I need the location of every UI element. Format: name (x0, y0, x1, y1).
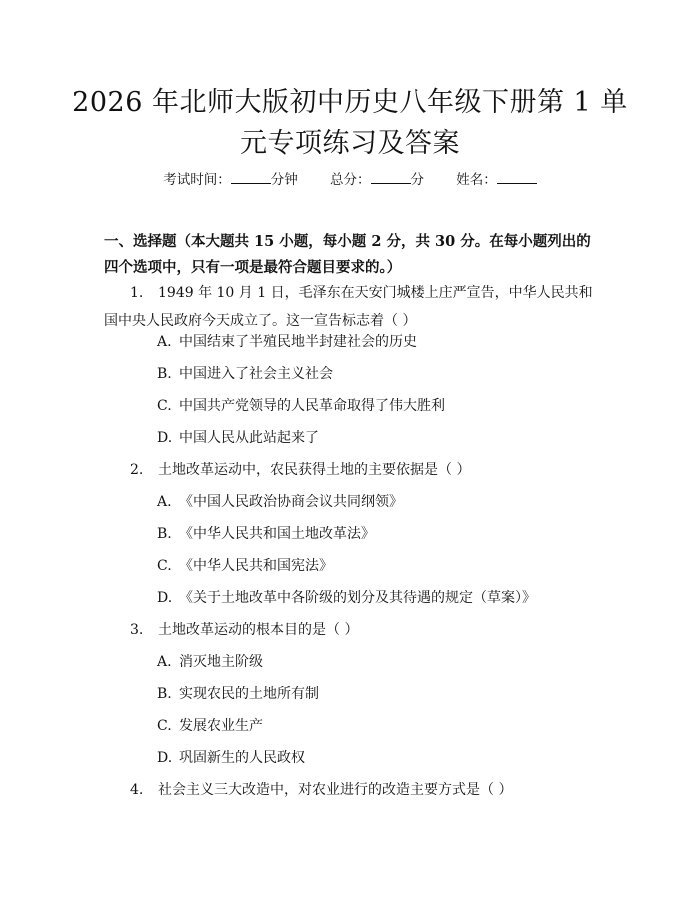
option-text: 中国人民从此站起来了 (179, 430, 319, 446)
question-3-option-b (157, 684, 319, 704)
question-number: 1. (130, 285, 144, 301)
option-letter: A. (157, 654, 172, 670)
student-name-field (456, 170, 537, 189)
question-3-option-a (157, 652, 263, 672)
exam-time-blank (231, 170, 271, 184)
option-text: 消灭地主阶级 (179, 654, 263, 670)
exam-info-bar (0, 170, 700, 189)
question-1-option-a (157, 332, 417, 352)
option-text: 中国进入了社会主义社会 (179, 366, 333, 382)
option-letter: D. (157, 590, 173, 606)
question-text: 土地改革运动中，农民获得土地的主要依据是（ ） (158, 462, 471, 478)
option-letter: D. (157, 750, 173, 766)
title-line-1: 2026 年北师大版初中历史八年级下册第 1 单 (72, 87, 628, 118)
option-text: 《中华人民共和国土地改革法》 (179, 526, 375, 542)
option-letter: A. (157, 494, 172, 510)
option-letter: A. (157, 334, 172, 350)
question-2-stem (130, 460, 470, 480)
student-name-blank (497, 170, 537, 184)
question-number: 2. (130, 462, 144, 478)
option-letter: D. (157, 430, 173, 446)
exam-time-unit: 分钟 (270, 172, 298, 188)
option-letter: B. (157, 686, 172, 702)
question-3-stem (130, 620, 358, 640)
option-text: 中国共产党领导的人民革命取得了伟大胜利 (179, 398, 445, 414)
total-score-blank (371, 170, 411, 184)
question-2-option-b (157, 524, 375, 544)
option-letter: C. (157, 398, 172, 414)
option-text: 巩固新生的人民政权 (179, 750, 305, 766)
option-text: 中国结束了半殖民地半封建社会的历史 (179, 334, 417, 350)
question-1-stem (104, 279, 598, 335)
question-3-option-c (157, 716, 263, 736)
option-text: 《关于土地改革中各阶级的划分及其待遇的规定（草案）》 (179, 590, 536, 606)
question-number: 4. (130, 782, 144, 798)
option-text: 发展农业生产 (179, 718, 263, 734)
total-score-label: 总分： (330, 172, 371, 188)
question-1-option-d (157, 428, 319, 448)
exam-time-label: 考试时间： (163, 172, 231, 188)
question-2-option-c (157, 556, 333, 576)
question-1-option-b (157, 364, 333, 384)
question-2-option-a (157, 492, 403, 512)
question-1-option-c (157, 396, 445, 416)
option-text: 《中华人民共和国宪法》 (179, 558, 333, 574)
question-4-stem (130, 780, 512, 800)
total-score-unit: 分 (410, 172, 424, 188)
question-number: 3. (130, 622, 144, 638)
option-text: 《中国人民政治协商会议共同纲领》 (179, 494, 403, 510)
question-3-option-d (157, 748, 305, 768)
question-text: 土地改革运动的根本目的是（ ） (158, 622, 359, 638)
option-text: 实现农民的土地所有制 (179, 686, 319, 702)
option-letter: B. (157, 366, 172, 382)
question-text: 1949 年 10 月 1 日，毛泽东在天安门城楼上庄严宣告，中华人民共和国中央人民政府今天成立了。这一宣告标志着（ ） (104, 285, 593, 329)
option-letter: B. (157, 526, 172, 542)
option-letter: C. (157, 718, 172, 734)
document-title (60, 82, 640, 164)
question-2-option-d (157, 588, 536, 608)
option-letter: C. (157, 558, 172, 574)
question-text: 社会主义三大改造中，对农业进行的改造主要方式是（ ） (158, 782, 513, 798)
total-score-field (330, 170, 424, 189)
section-heading: 一、选择题（本大题共 15 小题，每小题 2 分，共 30 分。在每小题列出的四个选项中，只有一项是最符合题目要求的。） (104, 233, 591, 276)
exam-time-field (163, 170, 298, 189)
student-name-label: 姓名： (456, 172, 497, 188)
title-line-2: 元专项练习及答案 (240, 128, 460, 159)
